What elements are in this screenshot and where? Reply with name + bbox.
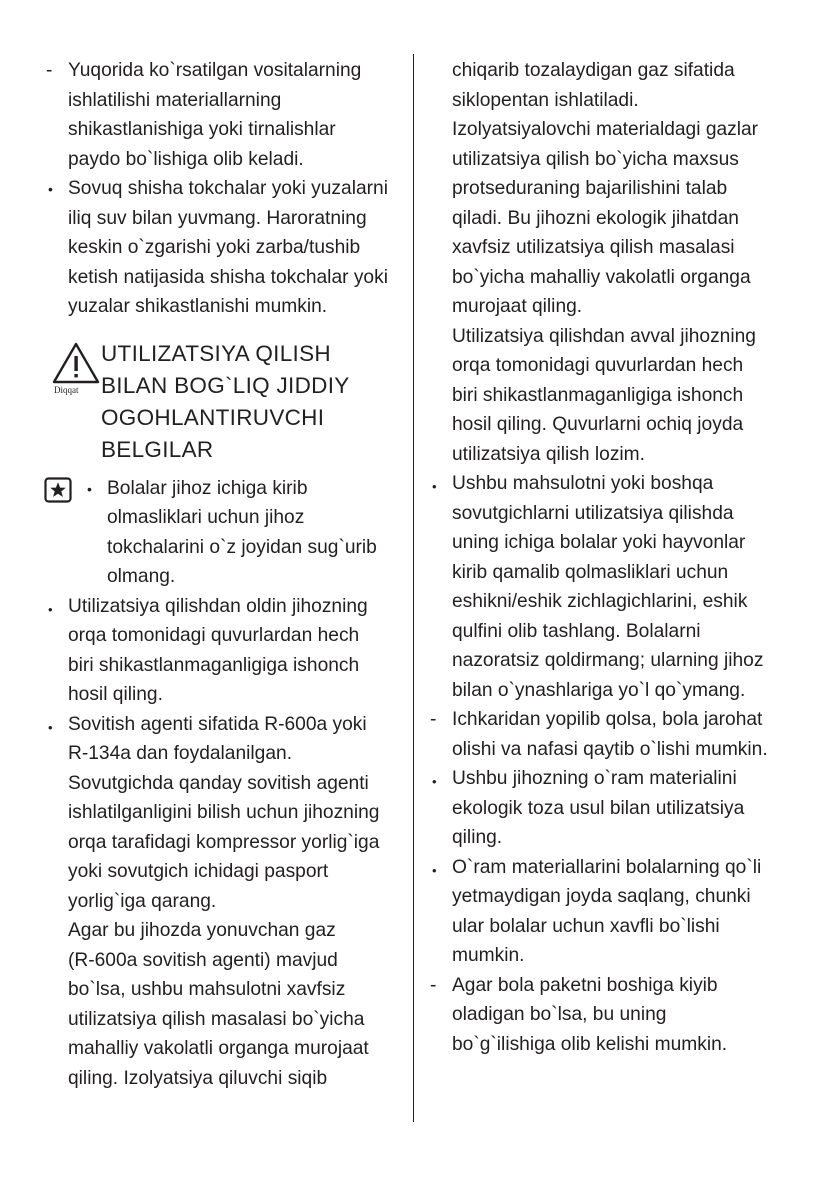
title-line: BILAN BOG`LIQ JIDDIY [101, 372, 350, 398]
text-line: Ushbu mahsulotni yoki boshqa [452, 473, 714, 494]
bullet-marker: • [87, 480, 92, 497]
text-line: eshikni/eshik zichlagichlarini, eshik [452, 591, 748, 612]
title-line: UTILIZATSIYA QILISH [101, 340, 331, 366]
text-line: Utilizatsiya qilishdan avval jihozning [452, 325, 756, 347]
dash-marker: - [430, 974, 437, 996]
text-line: iliq suv bilan yuvmang. Haroratning [68, 207, 367, 229]
text-line: Agar bola paketni boshiga kiyib [452, 974, 718, 996]
warning-icon-caption: Diqqat [54, 384, 79, 395]
warning-title [101, 338, 350, 466]
text-line: olmasliklari uchun jihoz [107, 507, 305, 528]
dash-item [428, 971, 808, 1060]
dash-item [44, 56, 399, 174]
text-line: orqa tomonidagi quvurlardan hech [68, 625, 360, 646]
text-line: O`ram materiallarini bolalarning qo`li [452, 856, 762, 878]
text-line: paydo bo`lishiga olib keladi. [68, 148, 304, 170]
text-line: yetmaydigan joyda saqlang, chunki [452, 886, 751, 907]
bullet-item [83, 474, 399, 592]
text-line: orqa tomonidagi quvurlardan hech [452, 355, 744, 376]
text-line: biri shikastlanmaganligiga ishonch [68, 654, 360, 676]
text-line: yuzalar shikastlanishi mumkin. [68, 296, 328, 317]
text-line: olmang. [107, 566, 176, 587]
bullet-marker: • [48, 601, 53, 617]
bullet-item [428, 469, 808, 705]
text-line: ketish natijasida shisha tokchalar yoki [68, 266, 388, 288]
text-line: sovutgichlarni utilizatsiya qilishda [452, 502, 734, 524]
text-line: tokchalarini o`z joyidan sug`urib [107, 536, 377, 558]
text-line: yorlig`iga qarang. [68, 890, 217, 912]
text-line: siklopentan ishlatiladi. [452, 89, 639, 111]
text-line: yoki sovutgich ichidagi pasport [68, 861, 329, 882]
text-line: Izolyatsiyalovchi materialdagi gazlar [452, 119, 759, 140]
text-line: Sovuq shisha tokchalar yoki yuzalarni [68, 178, 388, 199]
bullet-item [428, 853, 808, 971]
text-line: ishlatilganligini bilish uchun jihozning [68, 802, 380, 823]
continued-paragraph [428, 56, 808, 469]
star-box-icon [44, 477, 72, 503]
text-line: Ichkaridan yopilib qolsa, bola jarohat [452, 709, 763, 730]
text-line: bo`lsa, ushbu mahsulotni xavfsiz [68, 979, 346, 1000]
text-line: bo`yicha mahalliy vakolatli organga [452, 266, 751, 288]
text-line: ular bolalar uchun xavfli bo`lishi [452, 915, 720, 937]
text-line: qiladi. Bu jihozni ekologik jihatdan [452, 207, 739, 229]
warning-triangle-icon [51, 340, 101, 390]
dash-item [428, 705, 808, 764]
bullet-marker: • [48, 719, 53, 735]
warning-heading [44, 338, 399, 470]
text-line: nazoratsiz qoldirmang; ularning jihoz [452, 650, 764, 671]
text-line: qiling. [452, 827, 503, 848]
text-line: hosil qiling. Quvurlarni ochiq joyda [452, 414, 744, 435]
text-line: qiling. Izolyatsiya qiluvchi siqib [68, 1067, 328, 1089]
text-line: ekologik toza usul bilan utilizatsiya [452, 797, 745, 819]
text-line: keskin o`zgarishi yoki zarba/tushib [68, 237, 361, 258]
text-line: mumkin. [452, 945, 525, 966]
bullet-marker: • [432, 862, 437, 878]
text-line: shikastlanishiga yoki tirnalishlar [68, 119, 336, 140]
left-column [44, 56, 399, 1093]
text-line: (R-600a sovitish agenti) mavjud [68, 949, 338, 971]
title-line: OGOHLANTIRUVCHI [101, 404, 325, 430]
text-line: Ushbu jihozning o`ram materialini [452, 768, 737, 789]
text-line: utilizatsiya qilish masalasi bo`yicha [68, 1008, 365, 1030]
text-line: xavfsiz utilizatsiya qilish masalasi [452, 237, 735, 258]
bullet-item [44, 174, 399, 322]
bullet-item [44, 710, 399, 1094]
text-line: utilizatsiya qilish bo`yicha maxsus [452, 148, 739, 170]
text-line: qulfini olib tashlang. Bolalarni [452, 620, 701, 642]
bullet-marker: • [432, 479, 437, 494]
text-line: olishi va nafasi qaytib o`lishi mumkin. [452, 738, 768, 760]
column-divider [413, 54, 414, 1122]
title-line: BELGILAR [101, 436, 214, 462]
text-line: R-134a dan foydalanilgan. [68, 743, 293, 764]
text-line: utilizatsiya qilish lozim. [452, 443, 645, 465]
text-line: kirib qamalib qolmasliklari uchun [452, 561, 729, 583]
text-line: Agar bu jihozda yonuvchan gaz [68, 920, 336, 941]
text-line: Yuqorida ko`rsatilgan vositalarning [68, 60, 362, 81]
bullet-marker: • [48, 181, 53, 197]
text-line: hosil qiling. [68, 684, 163, 705]
text-line: ishlatilishi materiallarning [68, 89, 282, 111]
star-note [44, 474, 399, 592]
text-line: Sovutgichda qanday sovitish agenti [68, 772, 369, 794]
text-line: orqa tarafidagi kompressor yorlig`iga [68, 831, 380, 853]
bullet-marker: • [432, 774, 437, 789]
text-line: mahalliy vakolatli organga murojaat [68, 1038, 369, 1059]
bullet-item [44, 592, 399, 710]
text-line: bo`g`ilishiga olib kelishi mumkin. [452, 1033, 728, 1055]
bullet-item [428, 764, 808, 853]
text-line: Bolalar jihoz ichiga kirib [107, 477, 308, 499]
text-line: murojaat qiling. [452, 296, 583, 317]
right-column [428, 56, 808, 1059]
text-line: protseduraning bajarilishini talab [452, 178, 728, 199]
dash-marker: - [430, 709, 437, 730]
text-line: bilan o`ynashlariga yo`l qo`ymang. [452, 679, 746, 701]
text-line: Sovitish agenti sifatida R-600a yoki [68, 713, 367, 735]
dash-marker: - [46, 60, 53, 81]
text-line: biri shikastlanmaganligiga ishonch [452, 384, 744, 406]
text-line: chiqarib tozalaydigan gaz sifatida [452, 60, 735, 81]
text-line: oladigan bo`lsa, bu uning [452, 1004, 667, 1025]
text-line: uning ichiga bolalar yoki hayvonlar [452, 532, 746, 553]
text-line: Utilizatsiya qilishdan oldin jihozning [68, 595, 368, 617]
